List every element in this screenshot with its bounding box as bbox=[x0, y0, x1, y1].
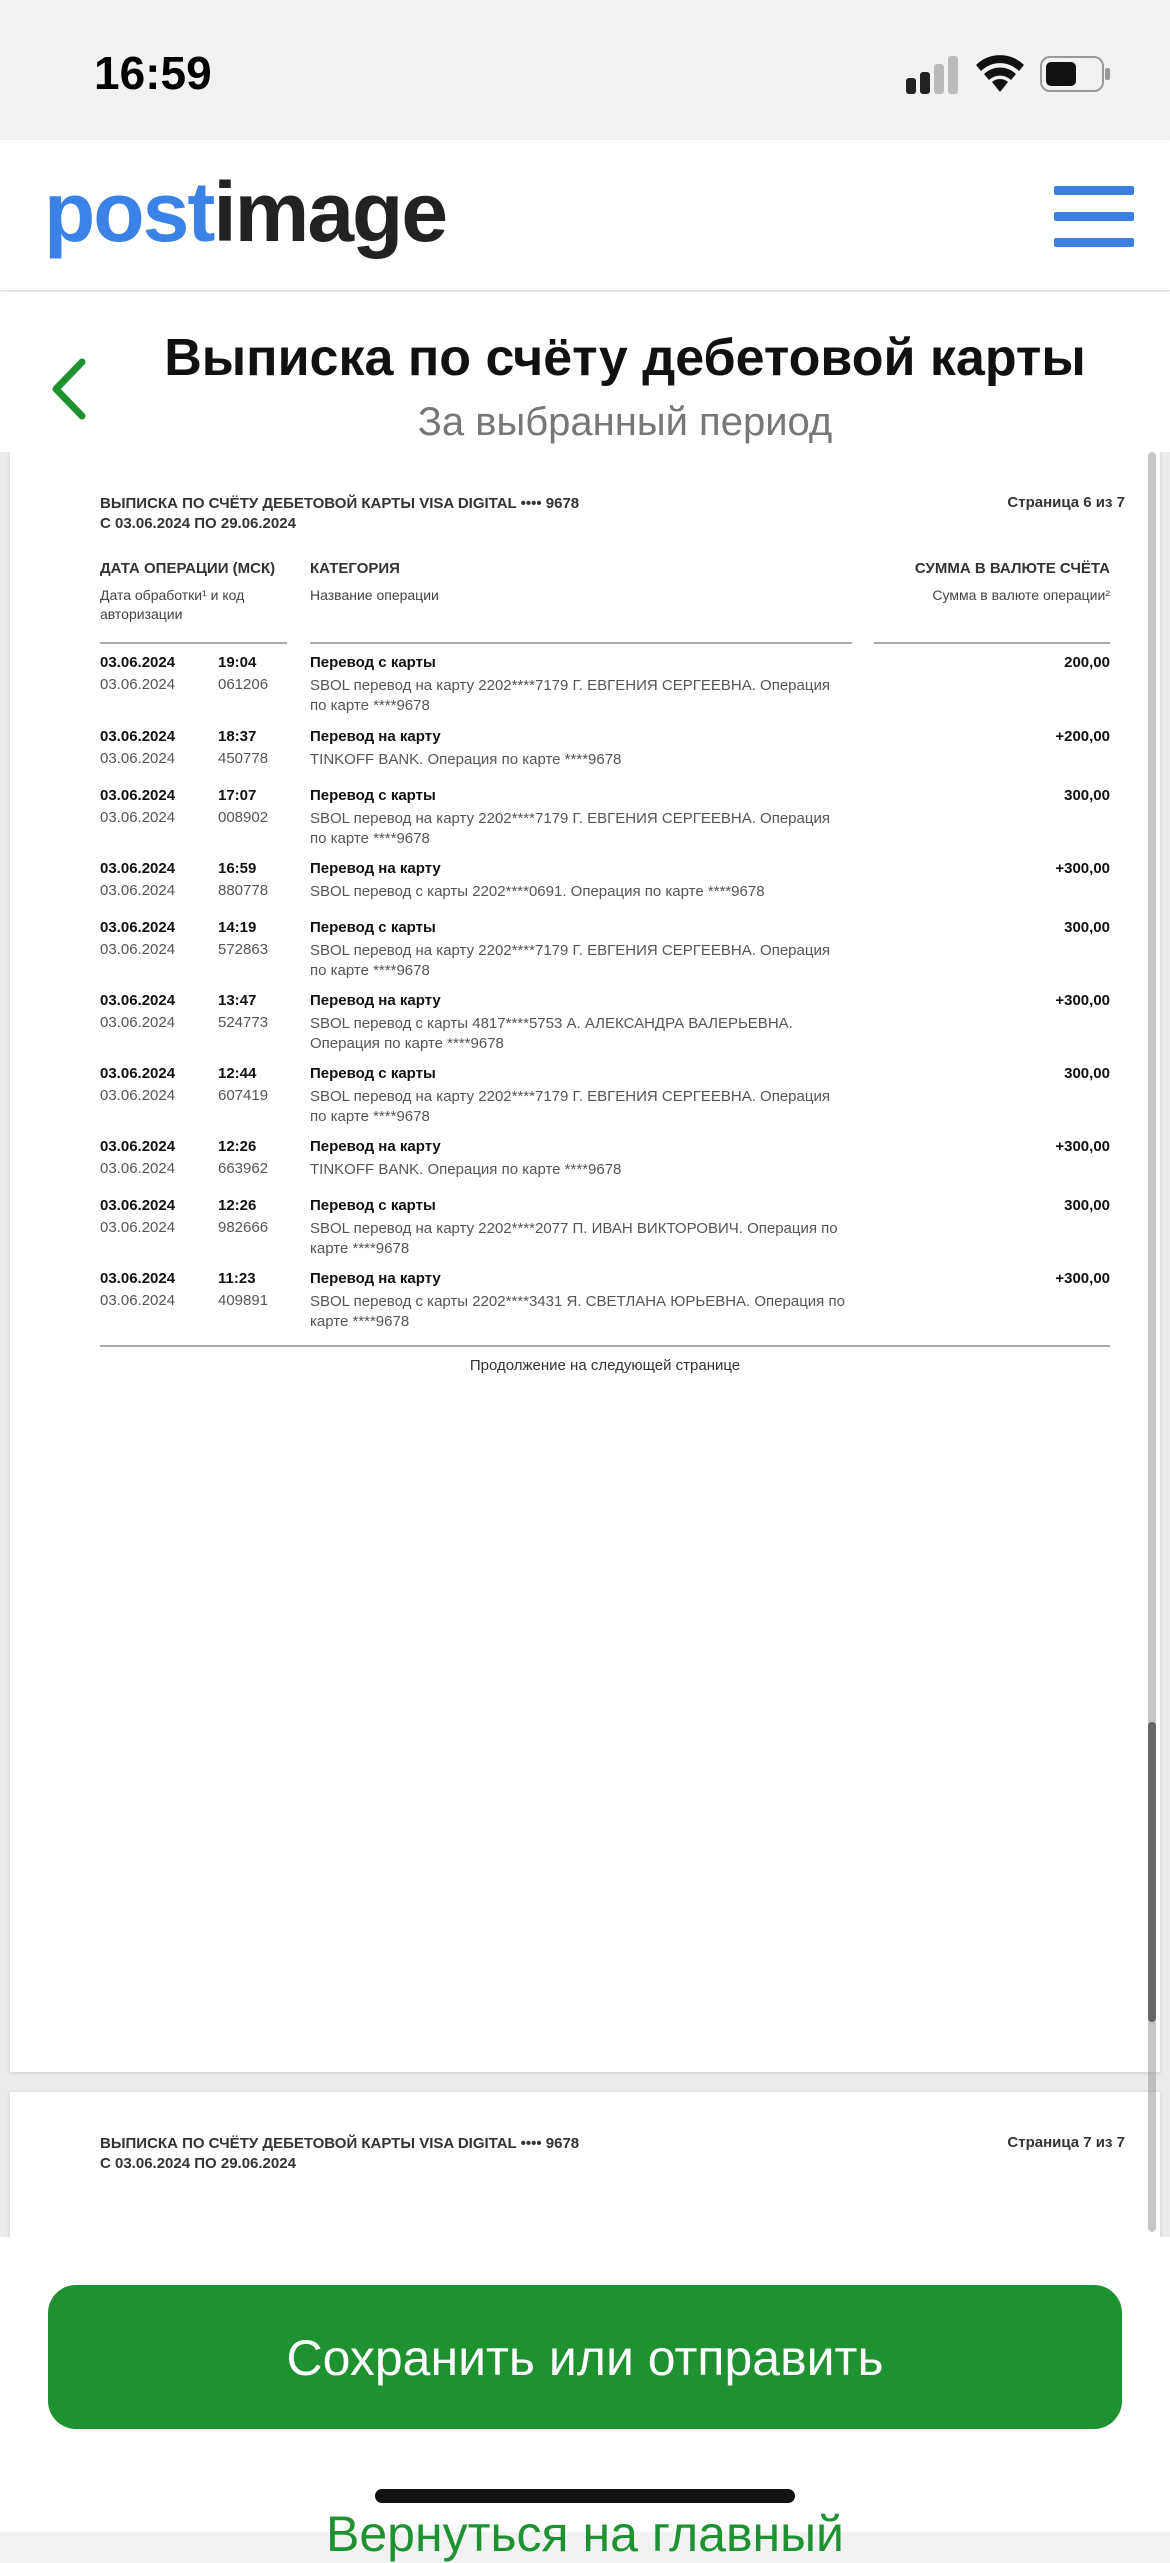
transaction-description: SBOL перевод на карту 2202****7179 Г. ЕВГЕНИЯ СЕРГЕЕВНА. Операция по карте ****9678 bbox=[310, 1088, 830, 1125]
transaction-time: 13:47 bbox=[218, 992, 257, 1009]
authorization-code: 008902 bbox=[218, 809, 269, 826]
transaction-category: Перевод с карты bbox=[310, 654, 436, 671]
transaction-time: 18:37 bbox=[218, 728, 257, 745]
authorization-code: 572863 bbox=[218, 941, 269, 958]
transaction-description: SBOL перевод на карту 2202****7179 Г. ЕВГЕНИЯ СЕРГЕЕВНА. Операция по карте ****9678 bbox=[310, 677, 830, 714]
processing-date: 03.06.2024 bbox=[100, 882, 176, 899]
transaction-description: SBOL перевод с карты 4817****5753 А. АЛЕКСАНДРА ВАЛЕРЬЕВНА. Операция по карте ****9678 bbox=[310, 1015, 793, 1052]
processing-date: 03.06.2024 bbox=[100, 941, 176, 958]
processing-date: 03.06.2024 bbox=[100, 1160, 176, 1177]
home-indicator[interactable] bbox=[375, 2489, 795, 2503]
transaction-time: 12:26 bbox=[218, 1138, 257, 1155]
column-subheader-date: Дата обработки¹ и код авторизации bbox=[100, 587, 245, 622]
transaction-amount: +300,00 bbox=[1055, 992, 1110, 1009]
authorization-code: 663962 bbox=[218, 1160, 269, 1177]
transaction-category: Перевод с карты bbox=[310, 1065, 436, 1082]
transaction-time: 12:44 bbox=[218, 1065, 257, 1082]
scrollbar[interactable] bbox=[1148, 452, 1156, 2232]
transaction-amount: 300,00 bbox=[1064, 1197, 1110, 1214]
status-bar bbox=[0, 0, 1170, 140]
authorization-code: 982666 bbox=[218, 1219, 269, 1236]
back-to-home-link[interactable]: Вернуться на главный bbox=[326, 2506, 844, 2562]
statement-header: ВЫПИСКА ПО СЧЁТУ ДЕБЕТОВОЙ КАРТЫ VISA DIGITAL •••• 9678 С 03.06.2024 ПО 29.06.2024 bbox=[100, 495, 580, 532]
transaction-date: 03.06.2024 bbox=[100, 860, 176, 877]
transaction-category: Перевод с карты bbox=[310, 919, 436, 936]
authorization-code: 524773 bbox=[218, 1014, 269, 1031]
transaction-description: SBOL перевод с карты 2202****0691. Операция по карте ****9678 bbox=[310, 883, 765, 900]
divider bbox=[100, 642, 287, 644]
column-subheader-amount: Сумма в валюте операции² bbox=[932, 587, 1110, 603]
divider bbox=[874, 642, 1110, 644]
divider bbox=[310, 642, 852, 644]
transaction-description: SBOL перевод на карту 2202****7179 Г. ЕВГЕНИЯ СЕРГЕЕВНА. Операция по карте ****9678 bbox=[310, 810, 830, 847]
transaction-date: 03.06.2024 bbox=[100, 1270, 176, 1287]
transaction-amount: 300,00 bbox=[1064, 919, 1110, 936]
page-subtitle: За выбранный период bbox=[417, 400, 833, 444]
transaction-description: SBOL перевод с карты 2202****3431 Я. СВЕТЛАНА ЮРЬЕВНА. Операция по карте ****9678 bbox=[310, 1293, 845, 1330]
transaction-date: 03.06.2024 bbox=[100, 787, 176, 804]
transaction-category: Перевод на карту bbox=[310, 728, 441, 745]
pdf-viewer[interactable] bbox=[0, 452, 1170, 2237]
transaction-date: 03.06.2024 bbox=[100, 1065, 176, 1082]
processing-date: 03.06.2024 bbox=[100, 809, 176, 826]
transaction-time: 19:04 bbox=[218, 654, 257, 671]
bottom-actions bbox=[0, 2237, 1170, 2562]
hamburger-menu-icon[interactable] bbox=[1054, 186, 1134, 246]
transaction-description: SBOL перевод на карту 2202****2077 П. ИВАН ВИКТОРОВИЧ. Операция по карте ****9678 bbox=[310, 1220, 838, 1257]
transaction-amount: +300,00 bbox=[1055, 860, 1110, 877]
wifi-icon bbox=[974, 52, 1026, 94]
statement-header: ВЫПИСКА ПО СЧЁТУ ДЕБЕТОВОЙ КАРТЫ VISA DIGITAL •••• 9678 С 03.06.2024 ПО 29.06.2024 bbox=[100, 2135, 580, 2172]
transaction-description: SBOL перевод на карту 2202****7179 Г. ЕВГЕНИЯ СЕРГЕЕВНА. Операция по карте ****9678 bbox=[310, 942, 830, 979]
processing-date: 03.06.2024 bbox=[100, 1292, 176, 1309]
column-header-date: ДАТА ОПЕРАЦИИ (МСК) bbox=[100, 560, 276, 577]
column-header-amount: СУММА В ВАЛЮТЕ СЧЁТА bbox=[914, 560, 1110, 577]
transaction-amount: 300,00 bbox=[1064, 787, 1110, 804]
statement-title-area bbox=[0, 292, 1170, 452]
transaction-time: 14:19 bbox=[218, 919, 257, 936]
transaction-description: TINKOFF BANK. Операция по карте ****9678 bbox=[310, 751, 622, 768]
statement-page-7 bbox=[10, 2092, 1160, 2237]
cellular-signal-icon bbox=[906, 56, 962, 96]
transaction-amount: 200,00 bbox=[1064, 654, 1110, 671]
transaction-time: 16:59 bbox=[218, 860, 257, 877]
transaction-date: 03.06.2024 bbox=[100, 919, 176, 936]
transaction-amount: 300,00 bbox=[1064, 1065, 1110, 1082]
authorization-code: 061206 bbox=[218, 676, 269, 693]
transaction-time: 17:07 bbox=[218, 787, 257, 804]
postimage-logo[interactable]: postimage bbox=[44, 165, 447, 259]
continuation-note: Продолжение на следующей странице bbox=[469, 1357, 741, 1374]
transaction-amount: +300,00 bbox=[1055, 1138, 1110, 1155]
processing-date: 03.06.2024 bbox=[100, 1219, 176, 1236]
divider bbox=[100, 1345, 1110, 1347]
transaction-date: 03.06.2024 bbox=[100, 1138, 176, 1155]
authorization-code: 409891 bbox=[218, 1292, 269, 1309]
processing-date: 03.06.2024 bbox=[100, 1014, 176, 1031]
column-subheader-category: Название операции bbox=[310, 587, 439, 603]
scrollbar-thumb[interactable] bbox=[1148, 1722, 1156, 2022]
transaction-category: Перевод на карту bbox=[310, 1270, 441, 1287]
status-time: 16:59 bbox=[94, 47, 212, 99]
transaction-amount: +200,00 bbox=[1055, 728, 1110, 745]
transaction-date: 03.06.2024 bbox=[100, 654, 176, 671]
transaction-category: Перевод на карту bbox=[310, 1138, 441, 1155]
transaction-category: Перевод с карты bbox=[310, 1197, 436, 1214]
transaction-date: 03.06.2024 bbox=[100, 728, 176, 745]
authorization-code: 607419 bbox=[218, 1087, 269, 1104]
battery-icon bbox=[1040, 56, 1112, 92]
page-number: Страница 7 из 7 bbox=[1007, 2134, 1125, 2151]
save-or-send-button[interactable]: Сохранить или отправить bbox=[48, 2285, 1122, 2429]
processing-date: 03.06.2024 bbox=[100, 676, 176, 693]
transaction-date: 03.06.2024 bbox=[100, 1197, 176, 1214]
statement-page-6 bbox=[10, 452, 1160, 2072]
page-number: Страница 6 из 7 bbox=[1007, 494, 1125, 511]
transaction-date: 03.06.2024 bbox=[100, 992, 176, 1009]
authorization-code: 450778 bbox=[218, 750, 269, 767]
transaction-category: Перевод на карту bbox=[310, 992, 441, 1009]
transaction-category: Перевод на карту bbox=[310, 860, 441, 877]
site-header bbox=[0, 140, 1170, 291]
transaction-time: 12:26 bbox=[218, 1197, 257, 1214]
processing-date: 03.06.2024 bbox=[100, 1087, 176, 1104]
authorization-code: 880778 bbox=[218, 882, 269, 899]
transaction-amount: +300,00 bbox=[1055, 1270, 1110, 1287]
transaction-category: Перевод с карты bbox=[310, 787, 436, 804]
page-title: Выписка по счёту дебетовой карты bbox=[164, 329, 1086, 387]
column-header-category: КАТЕГОРИЯ bbox=[310, 560, 400, 577]
back-chevron-icon[interactable] bbox=[46, 352, 96, 426]
transaction-description: TINKOFF BANK. Операция по карте ****9678 bbox=[310, 1161, 622, 1178]
transaction-time: 11:23 bbox=[218, 1270, 256, 1287]
processing-date: 03.06.2024 bbox=[100, 750, 176, 767]
